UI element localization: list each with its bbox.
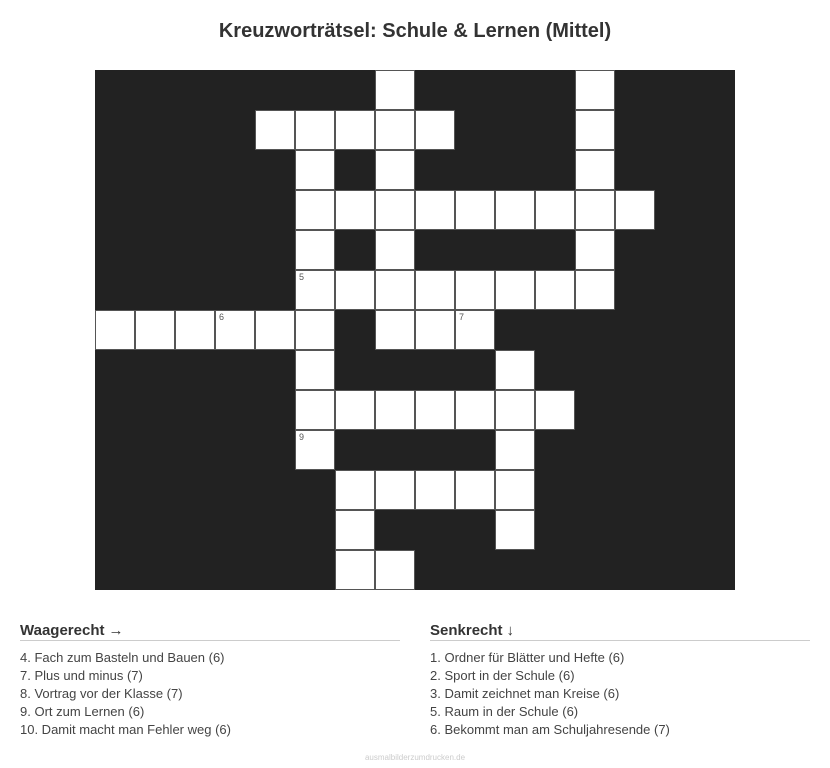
grid-cell[interactable]: [375, 70, 415, 110]
grid-cell[interactable]: [95, 310, 135, 350]
grid-cell[interactable]: [535, 190, 575, 230]
down-heading: [430, 622, 810, 641]
grid-cell[interactable]: [415, 110, 455, 150]
grid-cell[interactable]: [575, 270, 615, 310]
grid-cell[interactable]: [495, 390, 535, 430]
grid-cell[interactable]: [535, 270, 575, 310]
grid-cell[interactable]: [495, 270, 535, 310]
grid-cell[interactable]: [295, 190, 335, 230]
down-clue-list: [430, 649, 810, 739]
grid-cell[interactable]: [415, 470, 455, 510]
grid-cell[interactable]: [335, 110, 375, 150]
grid-cell[interactable]: [535, 390, 575, 430]
grid-cell[interactable]: [295, 230, 335, 270]
grid-cell[interactable]: [615, 190, 655, 230]
down-clue: 5. Raum in der Schule (6): [430, 704, 579, 719]
grid-cell[interactable]: [255, 310, 295, 350]
grid-cell[interactable]: [495, 470, 535, 510]
grid-cell[interactable]: [295, 430, 335, 470]
across-clues-section: [20, 622, 400, 739]
cell-number: 7: [459, 312, 465, 322]
grid-cell[interactable]: [335, 390, 375, 430]
grid-cell[interactable]: [495, 350, 535, 390]
down-clues-section: [430, 622, 810, 739]
grid-cell[interactable]: [495, 190, 535, 230]
grid-cell[interactable]: [255, 110, 295, 150]
grid-cell[interactable]: [295, 150, 335, 190]
grid-cell[interactable]: [455, 390, 495, 430]
grid-cell[interactable]: [335, 470, 375, 510]
grid-cell[interactable]: [295, 110, 335, 150]
down-heading-label: Senkrecht: [430, 622, 503, 639]
across-heading: [20, 622, 400, 641]
grid-cell[interactable]: [375, 230, 415, 270]
across-clue: 7. Plus und minus (7): [20, 668, 143, 683]
across-clue: 4. Fach zum Basteln und Bauen (6): [20, 650, 225, 665]
grid-cell[interactable]: [415, 390, 455, 430]
grid-cell[interactable]: [455, 470, 495, 510]
across-clue-list: [20, 649, 400, 739]
grid-cell[interactable]: [575, 230, 615, 270]
across-clue: 10. Damit macht man Fehler weg (6): [20, 722, 231, 737]
grid-cell[interactable]: [415, 190, 455, 230]
grid-cell[interactable]: [375, 390, 415, 430]
grid-cell[interactable]: [295, 270, 335, 310]
cell-number: 5: [299, 272, 305, 282]
grid-cell[interactable]: [335, 270, 375, 310]
crossword-grid: [95, 70, 735, 590]
grid-cell[interactable]: [215, 310, 255, 350]
grid-cell[interactable]: [335, 190, 375, 230]
grid-cell[interactable]: [375, 550, 415, 590]
across-heading-label: Waagerecht: [20, 622, 105, 639]
grid-cell[interactable]: [455, 310, 495, 350]
grid-cell[interactable]: [455, 190, 495, 230]
grid-cell[interactable]: [415, 310, 455, 350]
grid-cell[interactable]: [575, 150, 615, 190]
down-clue: 6. Bekommt man am Schuljahresende (7): [430, 722, 670, 737]
grid-cell[interactable]: [375, 270, 415, 310]
cell-number: 6: [219, 312, 225, 322]
grid-cell[interactable]: [575, 70, 615, 110]
grid-cell[interactable]: [335, 510, 375, 550]
grid-cell[interactable]: [575, 190, 615, 230]
grid-cell[interactable]: [295, 310, 335, 350]
arrow-right-icon: →: [108, 622, 124, 639]
grid-cell[interactable]: [335, 550, 375, 590]
grid-cell[interactable]: [575, 110, 615, 150]
grid-cell[interactable]: [175, 310, 215, 350]
grid-cell[interactable]: [375, 190, 415, 230]
grid-cell[interactable]: [375, 470, 415, 510]
down-clue: 1. Ordner für Blätter und Hefte (6): [430, 650, 625, 665]
across-clue: 9. Ort zum Lernen (6): [20, 704, 145, 719]
grid-cell[interactable]: [295, 390, 335, 430]
down-clue: 2. Sport in der Schule (6): [430, 668, 575, 683]
across-clue: 8. Vortrag vor der Klasse (7): [20, 686, 183, 701]
grid-cell[interactable]: [375, 150, 415, 190]
grid-cell[interactable]: [495, 430, 535, 470]
down-clue: 3. Damit zeichnet man Kreise (6): [430, 686, 620, 701]
grid-cell[interactable]: [295, 350, 335, 390]
page-title: Kreuzworträtsel: Schule & Lernen (Mittel): [218, 20, 612, 42]
grid-cell[interactable]: [375, 310, 415, 350]
grid-cell[interactable]: [135, 310, 175, 350]
grid-cell[interactable]: [495, 510, 535, 550]
grid-cell[interactable]: [375, 110, 415, 150]
footer-credit: ausmalbilderzumdrucken.de: [364, 753, 466, 762]
grid-cell[interactable]: [455, 270, 495, 310]
arrow-down-icon: ↓: [506, 622, 515, 639]
cell-number: 9: [299, 432, 305, 442]
grid-cell[interactable]: [415, 270, 455, 310]
